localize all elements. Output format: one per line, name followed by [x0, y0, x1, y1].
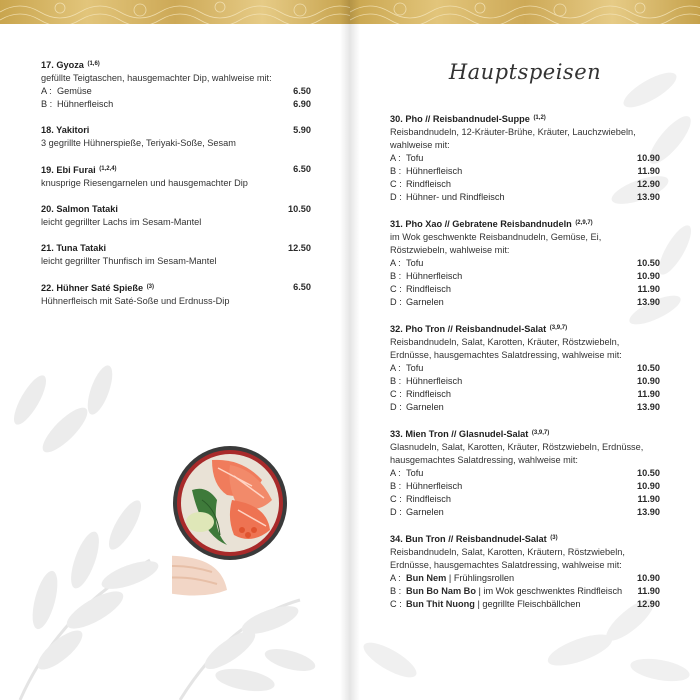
option-name: | Frühlingsrollen	[446, 573, 515, 583]
menu-option-row	[390, 388, 660, 401]
menu-item-title-row	[41, 163, 311, 177]
right-page	[350, 0, 700, 700]
option-code: B :	[390, 166, 402, 176]
menu-item-title-row	[390, 322, 660, 336]
menu-option-label	[390, 375, 462, 388]
option-name: Hühnerfleisch	[406, 481, 463, 491]
left-menu-list	[41, 58, 311, 321]
option-name: Garnelen	[406, 402, 444, 412]
option-price: 6.90	[293, 99, 311, 109]
section-heading: Hauptspeisen	[448, 60, 602, 84]
menu-item-description: 3 gegrillte Hühnerspieße, Teriyaki-Soße, Sesam	[41, 138, 236, 148]
book-spine-shadow	[340, 0, 360, 700]
menu-option-row	[390, 506, 660, 519]
menu-item	[390, 427, 660, 519]
option-code: C :	[390, 599, 402, 609]
menu-item-title	[41, 58, 100, 72]
option-code: A :	[390, 258, 401, 268]
option-price: 6.50	[293, 86, 311, 96]
menu-option-row	[390, 401, 660, 414]
menu-item-name: 20. Salmon Tataki	[41, 204, 118, 214]
menu-item-title	[390, 427, 549, 441]
option-name: | im Wok geschwenktes Rindfleisch	[475, 586, 623, 596]
option-name: Hühnerfleisch	[57, 99, 114, 109]
menu-item-description: Reisbandnudeln, Salat, Karotten, Kräuter, Röstzwiebeln,	[390, 337, 620, 347]
menu-item-description: wahlweise mit:	[390, 140, 450, 150]
option-price: 11.90	[637, 284, 660, 294]
menu-item-description: im Wok geschwenkte Reisbandnudeln, Gemüse, Ei,	[390, 232, 602, 242]
menu-option-label	[390, 493, 451, 506]
menu-item-price: 12.50	[288, 243, 311, 253]
menu-item-name: 32. Pho Tron // Reisbandnudel-Salat	[390, 324, 547, 334]
menu-option-row	[390, 362, 660, 375]
menu-option-label	[41, 98, 113, 111]
menu-item-name: 34. Bun Tron // Reisbandnudel-Salat	[390, 534, 547, 544]
menu-item-title-row	[41, 124, 311, 137]
menu-item-name: 18. Yakitori	[41, 125, 90, 135]
menu-option-label	[390, 401, 444, 414]
option-code: B :	[390, 376, 402, 386]
option-price: 10.90	[637, 481, 660, 491]
menu-option-label	[390, 165, 462, 178]
menu-option-row	[390, 178, 660, 191]
menu-option-row	[390, 283, 660, 296]
menu-option-label	[390, 178, 451, 191]
allergen-codes: (1,2,4)	[99, 166, 117, 172]
option-code: B :	[41, 99, 53, 109]
menu-option-row	[390, 191, 660, 204]
menu-item	[390, 322, 660, 414]
option-price: 13.90	[637, 402, 660, 412]
option-name-bold: Bun Nem	[406, 573, 447, 583]
allergen-codes: (1,6)	[87, 61, 100, 67]
menu-option-label	[390, 572, 514, 585]
allergen-codes: (1,2)	[533, 115, 546, 121]
menu-item-title	[390, 322, 567, 336]
ornament-banner	[350, 0, 700, 24]
option-price: 10.50	[637, 363, 660, 373]
menu-item-title	[41, 203, 118, 216]
option-name: | gegrillte Fleischbällchen	[474, 599, 581, 609]
option-name: Rindfleisch	[406, 494, 451, 504]
ornament-pattern-icon	[350, 0, 700, 24]
option-code: A :	[390, 468, 401, 478]
option-price: 11.90	[637, 389, 660, 399]
option-price: 13.90	[637, 297, 660, 307]
menu-item-title	[41, 281, 154, 295]
option-name: Garnelen	[406, 297, 444, 307]
menu-item	[41, 124, 311, 150]
option-price: 12.90	[637, 599, 660, 609]
menu-option-row	[390, 585, 660, 598]
menu-item-description: Erdnüsse, hausgemachtes Salatdressing, wahlweise mit:	[390, 560, 622, 570]
menu-item-price: 6.50	[293, 164, 311, 174]
menu-item-title-row	[41, 281, 311, 295]
menu-item-description: hausgemachtes Salatdressing, wahlweise mit:	[390, 455, 578, 465]
option-code: C :	[390, 284, 402, 294]
menu-option-label	[41, 85, 92, 98]
menu-option-label	[390, 388, 451, 401]
menu-item-price: 5.90	[293, 125, 311, 135]
option-name: Tofu	[406, 153, 424, 163]
menu-item-price: 10.50	[288, 204, 311, 214]
menu-item-title-row	[390, 112, 660, 126]
menu-option-label	[390, 296, 444, 309]
menu-option-row	[390, 270, 660, 283]
option-price: 12.90	[637, 179, 660, 189]
ornament-banner	[0, 0, 350, 24]
menu-item	[41, 163, 311, 190]
menu-item-title	[390, 112, 546, 126]
menu-item-description: knusprige Riesengarnelen und hausgemachter Dip	[41, 178, 248, 188]
menu-option-label	[390, 467, 423, 480]
option-price: 10.90	[637, 271, 660, 281]
menu-option-row	[390, 467, 660, 480]
menu-item-description: Glasnudeln, Salat, Karotten, Kräuter, Röstzwiebeln, Erdnüsse,	[390, 442, 644, 452]
menu-item	[41, 203, 311, 229]
menu-item-description: Reisbandnudeln, 12-Kräuter-Brühe, Kräuter, Lauchzwiebeln,	[390, 127, 636, 137]
option-name: Hühner- und Rindfleisch	[406, 192, 505, 202]
menu-item-description: Röstzwiebeln, wahlweise mit:	[390, 245, 510, 255]
menu-option-label	[390, 283, 451, 296]
option-code: D :	[390, 297, 402, 307]
menu-option-row	[390, 165, 660, 178]
menu-item-name: 21. Tuna Tataki	[41, 243, 107, 253]
option-price: 11.90	[637, 586, 660, 596]
menu-option-label	[390, 585, 622, 598]
menu-item-description: gefüllte Teigtaschen, hausgemachter Dip, wahlweise mit:	[41, 73, 272, 83]
menu-item-title-row	[41, 203, 311, 216]
menu-item	[390, 112, 660, 204]
menu-option-row	[390, 493, 660, 506]
option-name: Rindfleisch	[406, 284, 451, 294]
option-code: D :	[390, 402, 402, 412]
menu-item	[41, 58, 311, 111]
allergen-codes: (3,9,7)	[549, 325, 568, 331]
menu-item-name: 17. Gyoza	[41, 60, 84, 70]
option-name: Rindfleisch	[406, 179, 451, 189]
menu-item-title-row	[41, 58, 311, 72]
option-code: A :	[41, 86, 52, 96]
option-name-bold: Bun Bo Nam Bo	[406, 586, 476, 596]
option-price: 10.90	[637, 573, 660, 583]
option-code: A :	[390, 363, 401, 373]
menu-option-label	[390, 191, 505, 204]
option-price: 11.90	[637, 494, 660, 504]
option-name: Hühnerfleisch	[406, 166, 463, 176]
option-code: D :	[390, 192, 402, 202]
menu-item	[41, 281, 311, 308]
option-name: Hühnerfleisch	[406, 376, 463, 386]
menu-option-label	[390, 257, 423, 270]
menu-option-label	[390, 480, 462, 493]
option-name: Tofu	[406, 258, 424, 268]
menu-item-name: 33. Mien Tron // Glasnudel-Salat	[390, 429, 529, 439]
option-price: 10.90	[637, 376, 660, 386]
option-name: Rindfleisch	[406, 389, 451, 399]
option-name: Hühnerfleisch	[406, 271, 463, 281]
menu-option-row	[390, 296, 660, 309]
option-price: 10.50	[637, 468, 660, 478]
option-code: C :	[390, 389, 402, 399]
option-code: C :	[390, 494, 402, 504]
menu-option-row	[390, 152, 660, 165]
menu-option-row	[390, 257, 660, 270]
option-name: Gemüse	[57, 86, 92, 96]
option-name: Tofu	[406, 468, 424, 478]
menu-item-description: Hühnerfleisch mit Saté-Soße und Erdnuss-Dip	[41, 296, 230, 306]
menu-item	[390, 532, 660, 611]
option-code: A :	[390, 153, 401, 163]
menu-item-description: Reisbandnudeln, Salat, Karotten, Kräutern, Röstzwiebeln,	[390, 547, 625, 557]
menu-item-name: 19. Ebi Furai	[41, 165, 96, 175]
menu-option-label	[390, 362, 423, 375]
menu-item-description: Erdnüsse, hausgemachtes Salatdressing, wahlweise mit:	[390, 350, 622, 360]
allergen-codes: (3)	[550, 535, 558, 541]
option-code: A :	[390, 573, 401, 583]
menu-item-title-row	[41, 242, 311, 255]
menu-item-title	[390, 532, 558, 546]
allergen-codes: (3)	[146, 284, 155, 290]
menu-option-row	[390, 572, 660, 585]
option-code: B :	[390, 586, 402, 596]
menu-option-row	[390, 375, 660, 388]
option-name: Tofu	[406, 363, 424, 373]
menu-option-label	[390, 152, 423, 165]
option-code: B :	[390, 481, 402, 491]
menu-item-title-row	[390, 217, 660, 231]
menu-option-row	[390, 480, 660, 493]
menu-option-row	[41, 98, 311, 111]
menu-item	[390, 217, 660, 309]
option-price: 13.90	[637, 507, 660, 517]
option-code: B :	[390, 271, 402, 281]
menu-item-name: 22. Hühner Saté Spieße	[41, 283, 144, 293]
menu-item-title	[41, 163, 117, 177]
menu-item-title-row	[390, 427, 660, 441]
menu-item-title	[41, 242, 106, 255]
option-price: 13.90	[637, 192, 660, 202]
right-menu-list	[390, 112, 660, 624]
menu-item-title	[390, 217, 593, 231]
menu-item	[41, 242, 311, 268]
menu-option-label	[390, 270, 462, 283]
menu-option-row	[41, 85, 311, 98]
option-price: 11.90	[637, 166, 660, 176]
option-price: 10.90	[637, 153, 660, 163]
sushi-bowl-illustration	[172, 440, 312, 610]
menu-item-title-row	[390, 532, 660, 546]
option-code: D :	[390, 507, 402, 517]
option-code: C :	[390, 179, 402, 189]
menu-item-name: 31. Pho Xao // Gebratene Reisbandnudeln	[390, 219, 572, 229]
menu-item-price: 6.50	[293, 282, 311, 292]
menu-option-row	[390, 598, 660, 611]
menu-option-label	[390, 598, 580, 611]
allergen-codes: (3,9,7)	[531, 430, 550, 436]
menu-item-name: 30. Pho // Reisbandnudel-Suppe	[390, 114, 530, 124]
menu-item-title	[41, 124, 89, 137]
option-name: Garnelen	[406, 507, 444, 517]
ornament-pattern-icon	[0, 0, 350, 24]
option-name-bold: Bun Thit Nuong	[406, 599, 475, 609]
allergen-codes: (2,9,7)	[575, 220, 593, 226]
menu-item-description: leicht gegrillter Lachs im Sesam-Mantel	[41, 217, 202, 227]
menu-option-label	[390, 506, 444, 519]
option-price: 10.50	[637, 258, 660, 268]
menu-item-description: leicht gegrillter Thunfisch im Sesam-Mantel	[41, 256, 217, 266]
